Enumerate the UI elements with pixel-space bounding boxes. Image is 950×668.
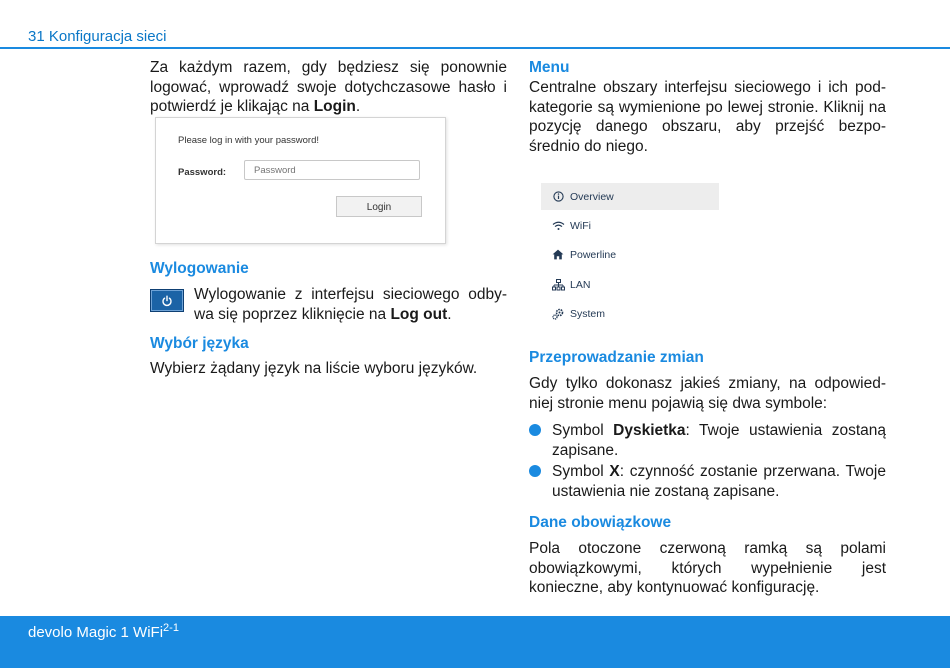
logout-heading: Wylogowanie <box>150 260 249 277</box>
header-rule <box>0 47 950 49</box>
menu-item-label: WiFi <box>570 219 591 232</box>
logout-text: Wylogowanie z interfejsu sieciowego odby-wa się poprzez kliknięcie na Log out. <box>194 286 507 323</box>
left-column <box>150 58 507 117</box>
login-panel <box>155 117 446 244</box>
login-button[interactable]: Login <box>336 196 422 217</box>
changes-section <box>529 374 886 503</box>
menu-item-system[interactable] <box>541 300 719 327</box>
info-icon <box>551 190 565 204</box>
language-text: Wybierz żądany język na liście wyboru języków. <box>150 360 478 377</box>
footer-bar <box>0 616 950 668</box>
menu-item-label: LAN <box>570 278 591 291</box>
menu-item-label: Powerline <box>570 248 617 261</box>
list-item: Symbol X: czynność zostanie przerwana. Twoje ustawienia nie zostaną zapisane. <box>529 462 886 501</box>
menu-text: Centralne obszary interfejsu sieciowego i ich pod-kategorie są wymienione po lewej stronie. Kliknij na pozycję danego obszaru, aby przejść bezpo-średnio do niego. <box>529 79 886 155</box>
login-keyword: Login <box>313 98 356 115</box>
wifi-icon <box>551 219 565 233</box>
changes-heading: Przeprowadzanie zmian <box>529 349 704 366</box>
changes-list <box>529 421 886 501</box>
gear-icon <box>551 307 565 321</box>
login-prompt: Please log in with your password! <box>178 135 319 146</box>
mandatory-text: Pola otoczone czerwoną ramką są polami obowiązkowymi, których wypełnienie jest konieczne, aby kontynuować konfigurację. <box>529 540 886 596</box>
menu-item-overview[interactable] <box>541 183 719 210</box>
list-item: Symbol Dyskietka: Twoje ustawienia zostaną zapisane. <box>529 421 886 460</box>
logout-keyword: Log out <box>390 305 448 323</box>
logout-button[interactable] <box>150 289 184 312</box>
menu-item-label: System <box>570 307 606 320</box>
password-input[interactable] <box>244 160 420 180</box>
menu-item-label: Overview <box>570 190 614 203</box>
footer-product: devolo Magic 1 WiFi$^{2-1}$ <box>28 622 179 641</box>
power-icon <box>161 295 173 307</box>
network-icon <box>551 278 565 292</box>
home-icon <box>551 248 565 262</box>
right-column <box>529 58 886 156</box>
menu-item-lan[interactable] <box>541 271 719 298</box>
menu-heading: Menu <box>529 59 570 76</box>
mandatory-heading: Dane obowiązkowe <box>529 514 672 531</box>
page-header: 31 Konfiguracja sieci <box>28 28 167 45</box>
changes-text: Gdy tylko dokonasz jakieś zmiany, na odpowied-niej stronie menu pojawią się dwa symbole: <box>529 375 886 412</box>
footer-version: 2-1 <box>163 622 179 634</box>
password-label: Password: <box>178 167 227 178</box>
bullet-dot <box>529 465 541 477</box>
language-heading: Wybór języka <box>150 335 249 352</box>
login-intro-text: Za każdym razem, gdy będziesz się ponownie logować, wprowadź swoje dotychczasowe hasło i potwierdź je klikając na Login. <box>150 59 507 115</box>
bullet-dot <box>529 424 541 436</box>
menu-item-powerline[interactable] <box>541 241 719 268</box>
menu-item-wifi[interactable] <box>541 212 719 239</box>
